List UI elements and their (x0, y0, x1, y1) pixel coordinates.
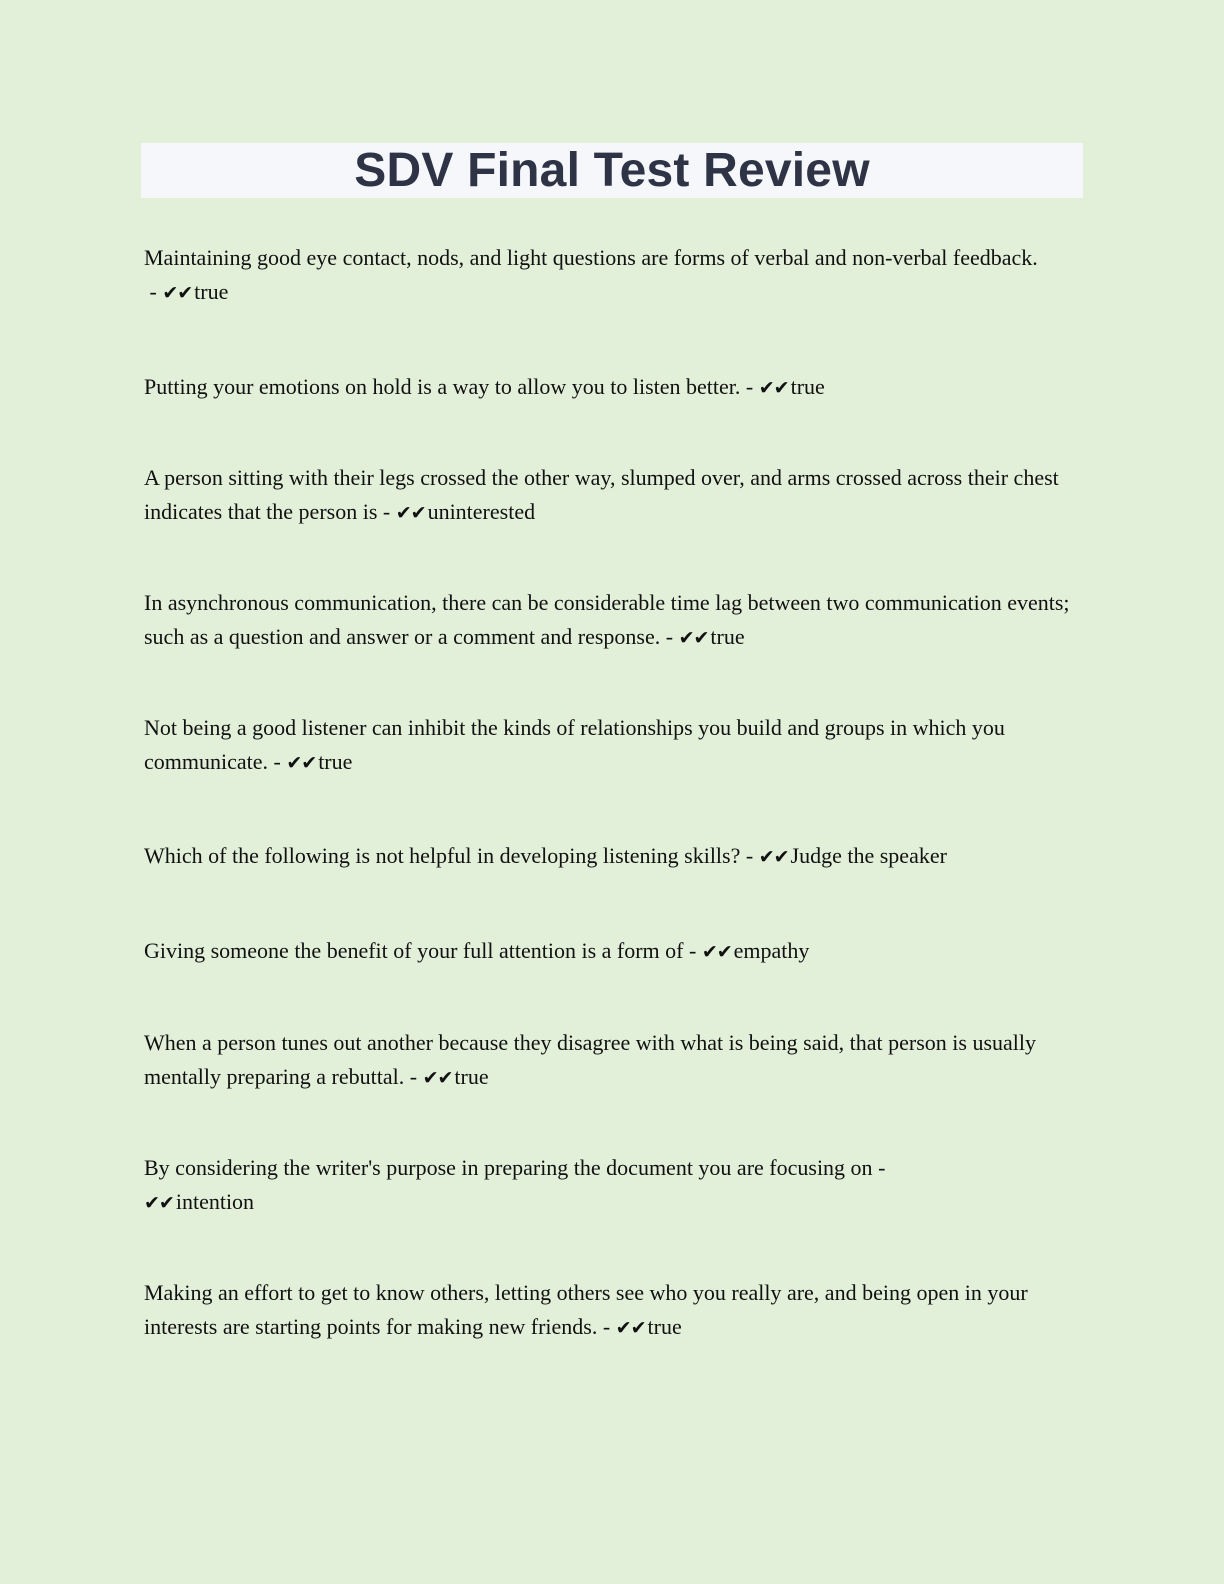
check-marks-icon: ✔✔ (422, 1066, 453, 1089)
separator: - (377, 498, 396, 524)
answer-text: true (318, 748, 353, 774)
check-marks-icon: ✔✔ (162, 281, 193, 304)
check-marks-icon: ✔✔ (395, 501, 426, 524)
separator: - (872, 1155, 891, 1180)
separator: - (144, 278, 163, 304)
qa-item (144, 1026, 1089, 1095)
check-marks-icon: ✔✔ (678, 626, 709, 649)
answer-text: Judge the speaker (790, 843, 947, 868)
question-text: Maintaining good eye contact, nods, and light questions are forms of verbal and non-verbal feedback. (144, 245, 1038, 270)
qa-item (144, 839, 1089, 875)
qa-item (144, 461, 1089, 530)
page-title: SDV Final Test Review (354, 144, 870, 197)
qa-item (144, 1151, 1089, 1220)
check-marks-icon: ✔✔ (758, 846, 789, 868)
separator: - (597, 1313, 616, 1339)
separator: - (740, 843, 759, 868)
question-text: When a person tunes out another because they disagree with what is being said, that person is usually mentally preparing a rebuttal. (144, 1030, 1036, 1089)
answer-text: intention (175, 1188, 255, 1214)
answer-text: true (710, 623, 745, 649)
question-text: Giving someone the benefit of your full attention is a form of (144, 938, 684, 963)
qa-item (144, 711, 1089, 780)
answer-text: uninterested (427, 498, 536, 524)
qa-item (144, 1276, 1089, 1345)
separator: - (268, 748, 287, 774)
question-text: A person sitting with their legs crossed the other way, slumped over, and arms crossed across their chest indicates that the person is (144, 465, 1059, 524)
question-text: Putting your emotions on hold is a way to allow you to listen better. (144, 374, 741, 399)
qa-item (144, 586, 1089, 655)
title-banner (141, 143, 1083, 198)
question-text: In asynchronous communication, there can be considerable time lag between two communication events; such as a question and answer or a comment and response. (144, 590, 1070, 649)
qa-item (144, 370, 1089, 406)
check-marks-icon: ✔✔ (701, 941, 732, 963)
separator: - (660, 623, 679, 649)
qa-item (144, 241, 1089, 310)
answer-text: true (454, 1063, 489, 1089)
answer-text: true (647, 1313, 682, 1339)
separator: - (683, 938, 702, 963)
qa-item (144, 934, 1089, 970)
check-marks-icon: ✔✔ (615, 1316, 646, 1339)
question-text: Not being a good listener can inhibit the kinds of relationships you build and groups in which you communicate. (144, 715, 1005, 774)
check-marks-icon: ✔✔ (286, 751, 317, 774)
answer-text: true (194, 278, 229, 304)
separator: - (404, 1063, 423, 1089)
question-text: Which of the following is not helpful in developing listening skills? (144, 843, 741, 868)
answer-text: true (790, 374, 825, 399)
separator: - (740, 374, 759, 399)
question-text: By considering the writer's purpose in preparing the document you are focusing on (144, 1155, 873, 1180)
check-marks-icon: ✔✔ (758, 377, 789, 399)
answer-text: empathy (733, 938, 810, 963)
question-text: Making an effort to get to know others, letting others see who you really are, and being open in your interests are starting points for making new friends. (144, 1280, 1028, 1339)
check-marks-icon: ✔✔ (144, 1191, 174, 1214)
